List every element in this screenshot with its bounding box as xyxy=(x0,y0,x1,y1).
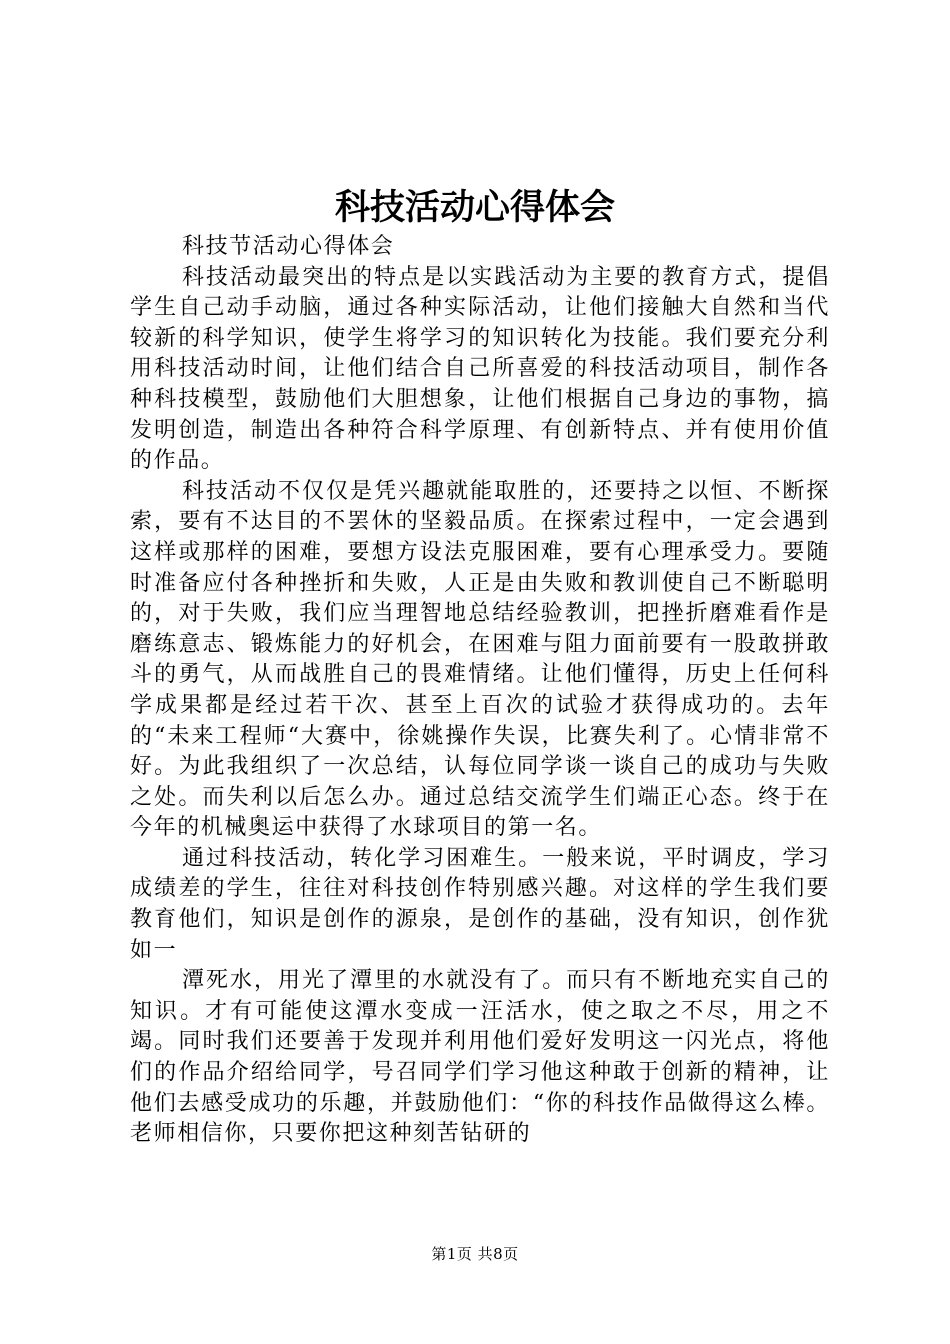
document-body xyxy=(130,232,830,1150)
paragraph: 科技活动不仅仅是凭兴趣就能取胜的，还要持之以恒、不断探索，要有不达目的不罢休的坚毅品质。在探索过程中，一定会遇到这样或那样的困难，要想方设法克服困难，要有心理承受力。要随时准备应付各种挫折和失败，人正是由失败和教训使自己不断聪明的，对于失败，我们应当理智地总结经验教训，把挫折磨难看作是磨练意志、锻炼能力的好机会，在困难与阻力面前要有一股敢拼敢斗的勇气，从而战胜自己的畏难情绪。让他们懂得，历史上任何科学成果都是经过若干次、甚至上百次的试验才获得成功的。去年的“未来工程师“大赛中，徐姚操作失误，比赛失利了。心情非常不好。为此我组织了一次总结，认每位同学谈一谈自己的成功与失败之处。而失利以后怎么办。通过总结交流学生们端正心态。终于在今年的机械奥运中获得了水球项目的第一名。 xyxy=(130,478,830,841)
paragraph: 通过科技活动，转化学习困难生。一般来说，平时调皮，学习成绩差的学生，往往对科技创作特别感兴趣。对这样的学生我们要教育他们，知识是创作的源泉，是创作的基础，没有知识，创作犹如一 xyxy=(130,845,830,963)
paragraph: 潭死水，用光了潭里的水就没有了。而只有不断地充实自己的知识。才有可能使这潭水变成一汪活水，使之取之不尽，用之不竭。同时我们还要善于发现并利用他们爱好发明这一闪光点，将他们的作品介绍给同学，号召同学们学习他这种敢于创新的精神，让他们去感受成功的乐趣，并鼓励他们：“你的科技作品做得这么棒。老师相信你，只要你把这种刻苦钻研的 xyxy=(130,968,830,1147)
paragraph-subtitle: 科技节活动心得体会 xyxy=(182,234,395,259)
document-title: 科技活动心得体会 xyxy=(334,187,615,228)
page-footer: 第1页 共8页 xyxy=(431,1245,519,1263)
paragraph: 科技活动最突出的特点是以实践活动为主要的教育方式，提倡学生自己动手动脑，通过各种实际活动，让他们接触大自然和当代较新的科学知识，使学生将学习的知识转化为技能。我们要充分利用科技活动时间，让他们结合自己所喜爱的科技活动项目，制作各种科技模型，鼓励他们大胆想象，让他们根据自己身边的事物，搞发明创造，制造出各种符合科学原理、有创新特点、并有使用价值的作品。 xyxy=(130,264,830,474)
